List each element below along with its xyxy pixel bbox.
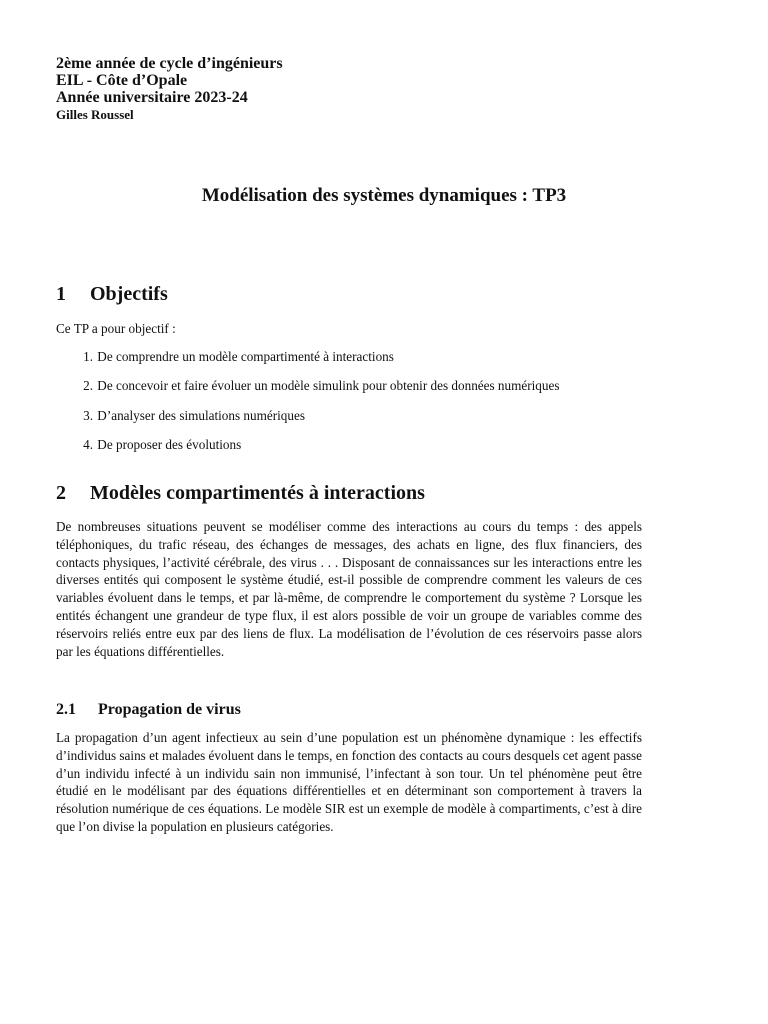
header-school: EIL - Côte d’Opale	[56, 72, 188, 89]
list-item	[56, 407, 656, 436]
list-item-text: De comprendre un modèle compartimenté à interactions	[97, 349, 394, 364]
list-item-number: 1.	[83, 349, 93, 364]
subsection-2-1-paragraph: La propagation d’un agent infectieux au sein d’une population est un phénomène dynamique : les effectifs d’individus sains et malades évoluent dans le temps, en fonction des contacts au cours desquels cet agent passe d’un individu infecté à un individu sain non immunisé, l’infectant à son tour. Un tel phénomène peut être étudié en le modélisant par des équations différentielles et en déterminant son comportement à travers la résolution numérique de ces équations. Le modèle SIR est un exemple de modèle à compartiments, c’est à dire que l’on divise la population en plusieurs catégories.	[56, 730, 642, 834]
list-item	[56, 377, 656, 406]
header-author: Gilles Roussel	[56, 107, 134, 122]
subsection-2-1-heading	[56, 701, 241, 719]
objectives-list	[56, 348, 656, 465]
list-item-text: De proposer des évolutions	[97, 436, 242, 452]
section-2-heading	[56, 482, 425, 504]
list-item-number: 3.	[83, 407, 93, 423]
list-item-text: De concevoir et faire évoluer un modèle simulink pour obtenir des données numériques	[97, 378, 560, 394]
list-item-number: 2.	[83, 378, 93, 394]
subsection-2-1-title: Propagation de virus	[98, 701, 241, 718]
list-item-text: D’analyser des simulations numériques	[97, 407, 305, 423]
document-title-text: Modélisation des systèmes dynamiques : TP3	[201, 185, 567, 206]
list-item	[56, 348, 656, 377]
list-item	[56, 436, 656, 465]
section-1-title: Objectifs	[90, 283, 168, 305]
header-academic-year: Année universitaire 2023-24	[56, 89, 248, 106]
section-1-number: 1	[56, 283, 66, 305]
subsection-2-1-number: 2.1	[56, 701, 76, 718]
section-1-heading	[56, 283, 168, 305]
document-title	[0, 185, 712, 207]
course-header	[56, 55, 283, 124]
list-item-number: 4.	[83, 436, 93, 452]
header-program: 2ème année de cycle d’ingénieurs	[56, 55, 283, 72]
section-2-title: Modèles compartimentés à interactions	[90, 482, 425, 504]
section-2-number: 2	[56, 482, 66, 504]
section-2-paragraph: De nombreuses situations peuvent se modéliser comme des interactions au cours du temps : des appels téléphoniques, du trafic réseau, des échanges de messages, des achats en ligne, des flux financiers, des contacts physiques, l’activité cérébrale, des virus . . . Disposant de connaissances sur les interactions entre les diverses entités qui composent le système étudié, est-il possible de comprendre comment les valeurs de ces variables évoluent dans le temps, et par là-même, de comprendre le comportement du système ? Lorsque les entités échangent une grandeur de type flux, il est alors possible de voir un groupe de variables comme des réservoirs reliés entre eux par des liens de flux. La modélisation de l’évolution de ces réservoirs passe alors par les équations différentielles.	[56, 519, 642, 659]
section-1-intro: Ce TP a pour objectif :	[56, 321, 176, 336]
